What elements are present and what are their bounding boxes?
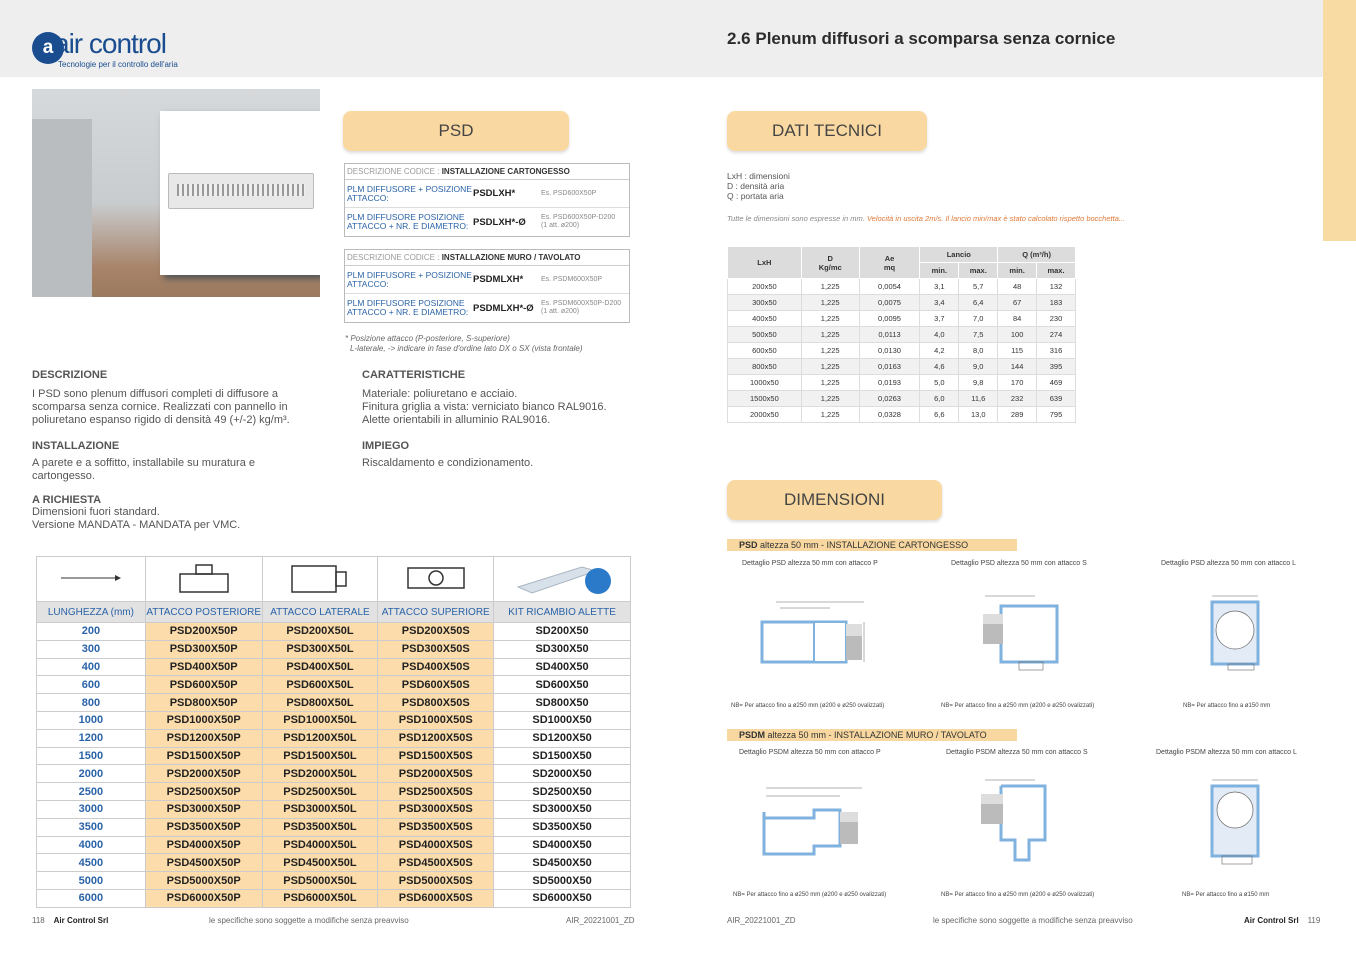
table-cell: PSD600X50S — [378, 676, 494, 694]
table-cell: 1500 — [37, 747, 146, 765]
tech-cell: 600x50 — [728, 343, 802, 359]
tech-cell: 0,0095 — [859, 311, 920, 327]
tech-cell: 2000x50 — [728, 407, 802, 423]
psdm-s-note: NB= Per attacco fino a ø250 mm (ø200 e ø250 ovalizzati) — [941, 892, 1095, 898]
table-cell: PSD200X50L — [262, 623, 378, 641]
table-cell: SD800X50 — [494, 694, 631, 712]
table-row — [37, 747, 631, 765]
table-cell: 2500 — [37, 783, 146, 801]
table-cell: SD1000X50 — [494, 711, 631, 729]
tech-row — [728, 295, 1076, 311]
table-cell: PSD3500X50L — [262, 818, 378, 836]
table-cell: PSD3000X50P — [145, 800, 262, 818]
table-cell: PSD400X50S — [378, 658, 494, 676]
footer-left: 118 Air Control Srl — [32, 916, 109, 925]
tech-cell: 3,4 — [920, 295, 959, 311]
table-cell: SD2500X50 — [494, 783, 631, 801]
table-cell: PSD1000X50S — [378, 711, 494, 729]
table-cell: PSD1200X50L — [262, 729, 378, 747]
table-cell: PSD400X50P — [145, 658, 262, 676]
tech-cell: 230 — [1037, 311, 1076, 327]
descrizione-block: DESCRIZIONE I PSD sono plenum diffusori completi di diffusore a scomparsa senza cornice. Realizzati con pannello in poliuretano espanso rigido di densità 49 (+/-2) kg/m³. — [32, 369, 290, 426]
table-cell: 3500 — [37, 818, 146, 836]
table-cell: 1200 — [37, 729, 146, 747]
tech-cell: 0,0054 — [859, 279, 920, 295]
length-arrow-icon — [37, 557, 146, 602]
table-cell: 4500 — [37, 854, 146, 872]
psd-p-label: Dettaglio PSD altezza 50 mm con attacco P — [742, 560, 878, 567]
tech-row — [728, 391, 1076, 407]
section-title: 2.6 Plenum diffusori a scomparsa senza cornice — [727, 29, 1116, 48]
dimensioni-title: DIMENSIONI — [727, 480, 942, 520]
tech-cell: 170 — [998, 375, 1037, 391]
table-cell: PSD2500X50S — [378, 783, 494, 801]
table-row — [37, 658, 631, 676]
table-cell: PSD4500X50P — [145, 854, 262, 872]
tech-table: LxH D Kg/mc Ae mq Lancio Q (m³/h) min. max. min. max. 200x50 1,225 0,0054 3,1 5,7 48 132 300x50 1,225 0,0075 3,4 6,4 67 183 400x50 1,225 0,0095 3,7 7,0 84 230 500x50 1,225 0,0113 4,0 7,5 100 274 600x50 1,225 0,0130 4,2 8,0 115 316 800x50 1,225 0,0163 4,6 9,0 144 395 1000x50 1,225 0,0193 5,0 9,8 170 469 1500x50 1,225 0,0263 6,0 11,6 232 639 2000x50 1,225 0,0328 6,6 13,0 289 795 — [727, 246, 1076, 423]
table-cell: SD1500X50 — [494, 747, 631, 765]
attacco-posteriore-icon — [145, 557, 262, 602]
table-cell: 400 — [37, 658, 146, 676]
table-cell: PSD1500X50L — [262, 747, 378, 765]
tech-cell: 200x50 — [728, 279, 802, 295]
table-cell: SD3500X50 — [494, 818, 631, 836]
tech-cell: 1000x50 — [728, 375, 802, 391]
col-superiore: ATTACCO SUPERIORE — [378, 602, 494, 623]
col-kit: KIT RICAMBIO ALETTE — [494, 602, 631, 623]
psd-l-note: NB= Per attacco fino a ø150 mm — [1183, 703, 1271, 709]
tech-cell: 1,225 — [801, 343, 859, 359]
table-cell: PSD1200X50P — [145, 729, 262, 747]
table-cell: PSD4000X50P — [145, 836, 262, 854]
table-cell: 800 — [37, 694, 146, 712]
tech-cell: 9,8 — [959, 375, 998, 391]
psd-p-note: NB= Per attacco fino a ø250 mm (ø200 e ø250 ovalizzati) — [731, 703, 885, 709]
footer-disclaimer-right: le specifiche sono soggette a modifiche senza preavviso — [933, 916, 1133, 925]
table-row — [37, 623, 631, 641]
table-cell: SD600X50 — [494, 676, 631, 694]
table-row — [37, 765, 631, 783]
psdm-l-drawing — [1198, 776, 1278, 886]
table-cell: PSD300X50P — [145, 640, 262, 658]
table-cell: PSD1000X50L — [262, 711, 378, 729]
table-cell: SD200X50 — [494, 623, 631, 641]
tech-cell: 0,0113 — [859, 327, 920, 343]
attacco-note: * Posizione attacco (P-posteriore, S-superiore) L-laterale, -> indicare in fase d'ordine lato DX o SX (vista frontale) — [345, 334, 583, 353]
tech-row — [728, 311, 1076, 327]
table-cell: PSD300X50S — [378, 640, 494, 658]
table-row — [37, 818, 631, 836]
table-cell: PSD6000X50L — [262, 889, 378, 907]
table-cell: PSD3500X50P — [145, 818, 262, 836]
logo-brand: air control — [54, 28, 166, 59]
table-cell: SD5000X50 — [494, 872, 631, 890]
table-cell: PSD400X50L — [262, 658, 378, 676]
table-row — [37, 640, 631, 658]
col-lunghezza: LUNGHEZZA (mm) — [37, 602, 146, 623]
psd-l-label: Dettaglio PSD altezza 50 mm con attacco L — [1161, 560, 1297, 567]
table-cell: 200 — [37, 623, 146, 641]
tech-row — [728, 375, 1076, 391]
tech-row — [728, 343, 1076, 359]
table-cell: PSD4000X50L — [262, 836, 378, 854]
richiesta-block: A RICHIESTA Dimensioni fuori standard. Versione MANDATA - MANDATA per VMC. — [32, 494, 241, 531]
code-row: PLM DIFFUSORE + POSIZIONE ATTACCO: PSDMLXH* Es. PSDM600X50P — [345, 266, 629, 294]
tech-cell: 48 — [998, 279, 1037, 295]
tech-cell: 9,0 — [959, 359, 998, 375]
tech-cell: 5,0 — [920, 375, 959, 391]
table-cell: PSD300X50L — [262, 640, 378, 658]
tech-cell: 400x50 — [728, 311, 802, 327]
tech-cell: 0,0075 — [859, 295, 920, 311]
psdm-p-note: NB= Per attacco fino a ø250 mm (ø200 e ø250 ovalizzati) — [733, 892, 887, 898]
kit-ricambio-icon — [494, 557, 631, 602]
col-posteriore: ATTACCO POSTERIORE — [145, 602, 262, 623]
table-cell: 600 — [37, 676, 146, 694]
tech-cell: 1,225 — [801, 391, 859, 407]
table-cell: 3000 — [37, 800, 146, 818]
tech-cell: 316 — [1037, 343, 1076, 359]
table-row — [37, 854, 631, 872]
code-row: PLM DIFFUSORE POSIZIONE ATTACCO + NR. E DIAMETRO: PSDMLXH*-Ø Es. PSDM600X50P-D200 (1 att. ø200) — [347, 298, 622, 317]
tech-cell: 100 — [998, 327, 1037, 343]
table-cell: PSD2500X50L — [262, 783, 378, 801]
tech-cell: 274 — [1037, 327, 1076, 343]
table-row — [37, 889, 631, 907]
side-tab — [1323, 0, 1356, 241]
product-table — [36, 556, 631, 908]
attacco-laterale-icon — [262, 557, 378, 602]
psdm-dimension-bar: PSDM altezza 50 mm - INSTALLAZIONE MURO / TAVOLATO — [727, 729, 1017, 741]
table-cell: PSD600X50P — [145, 676, 262, 694]
psd-l-drawing — [1198, 590, 1278, 685]
table-cell: PSD600X50L — [262, 676, 378, 694]
tech-cell: 4,6 — [920, 359, 959, 375]
table-cell: 300 — [37, 640, 146, 658]
tech-cell: 1,225 — [801, 311, 859, 327]
table-cell: PSD6000X50S — [378, 889, 494, 907]
table-cell: PSD1500X50S — [378, 747, 494, 765]
tech-cell: 183 — [1037, 295, 1076, 311]
table-row — [37, 783, 631, 801]
psdm-l-label: Dettaglio PSDM altezza 50 mm con attacco L — [1156, 749, 1297, 756]
tech-cell: 84 — [998, 311, 1037, 327]
tech-cell: 0,0328 — [859, 407, 920, 423]
table-cell: 2000 — [37, 765, 146, 783]
tech-cell: 3,1 — [920, 279, 959, 295]
tech-cell: 3,7 — [920, 311, 959, 327]
tech-cell: 115 — [998, 343, 1037, 359]
tech-cell: 232 — [998, 391, 1037, 407]
table-cell: 4000 — [37, 836, 146, 854]
tech-row — [728, 279, 1076, 295]
footer-code-right: AIR_20221001_ZD — [727, 916, 796, 925]
table-cell: PSD2000X50P — [145, 765, 262, 783]
table-cell: 1000 — [37, 711, 146, 729]
tech-cell: 289 — [998, 407, 1037, 423]
tech-cell: 639 — [1037, 391, 1076, 407]
table-cell: PSD800X50P — [145, 694, 262, 712]
footer-disclaimer-left: le specifiche sono soggette a modifiche senza preavviso — [209, 916, 409, 925]
psdm-s-drawing — [975, 776, 1065, 876]
footer-right: Air Control Srl 119 — [1244, 916, 1321, 925]
tech-cell: 300x50 — [728, 295, 802, 311]
tech-cell: 1,225 — [801, 295, 859, 311]
table-cell: PSD3000X50L — [262, 800, 378, 818]
tech-cell: 500x50 — [728, 327, 802, 343]
table-cell: PSD3000X50S — [378, 800, 494, 818]
table-cell: SD4000X50 — [494, 836, 631, 854]
tech-cell: 1,225 — [801, 407, 859, 423]
tech-cell: 6,4 — [959, 295, 998, 311]
table-cell: PSD2500X50P — [145, 783, 262, 801]
tech-cell: 0,0163 — [859, 359, 920, 375]
table-cell: 5000 — [37, 872, 146, 890]
tech-cell: 67 — [998, 295, 1037, 311]
table-cell: SD6000X50 — [494, 889, 631, 907]
tech-cell: 11,6 — [959, 391, 998, 407]
psd-s-drawing — [975, 590, 1075, 680]
tech-row — [728, 327, 1076, 343]
table-row — [37, 729, 631, 747]
installazione-block: INSTALLAZIONE A parete e a soffitto, installabile su muratura e cartongesso. — [32, 440, 255, 482]
psdm-s-label: Dettaglio PSDM altezza 50 mm con attacco S — [946, 749, 1088, 756]
product-photo — [32, 89, 320, 297]
dati-note: Tutte le dimensioni sono espresse in mm. Velocità in uscita 2m/s. Il lancio min/max è stato calcolato rispetto bocchetta... — [727, 214, 1126, 223]
tech-row — [728, 359, 1076, 375]
tech-cell: 0,0130 — [859, 343, 920, 359]
tech-cell: 7,0 — [959, 311, 998, 327]
tech-cell: 395 — [1037, 359, 1076, 375]
psd-p-drawing — [750, 592, 880, 672]
psdm-l-note: NB= Per attacco fino a ø150 mm — [1182, 892, 1270, 898]
table-cell: PSD1500X50P — [145, 747, 262, 765]
tech-cell: 144 — [998, 359, 1037, 375]
psdm-p-drawing — [740, 782, 890, 867]
tech-cell: 795 — [1037, 407, 1076, 423]
code-row: PLM DIFFUSORE + POSIZIONE ATTACCO: PSDLXH* Es. PSD600X50P — [345, 180, 629, 208]
tech-cell: 800x50 — [728, 359, 802, 375]
table-cell: SD1200X50 — [494, 729, 631, 747]
psd-dimension-bar: PSD altezza 50 mm - INSTALLAZIONE CARTONGESSO — [727, 539, 1017, 551]
footer-code-left: AIR_20221001_ZD — [566, 916, 635, 925]
tech-cell: 4,2 — [920, 343, 959, 359]
table-cell: 6000 — [37, 889, 146, 907]
logo-tagline: Tecnologie per il controllo dell'aria — [58, 60, 178, 69]
table-row — [37, 711, 631, 729]
diffuser-image — [168, 173, 314, 209]
tech-cell: 4,0 — [920, 327, 959, 343]
table-cell: PSD800X50L — [262, 694, 378, 712]
table-cell: PSD1000X50P — [145, 711, 262, 729]
table-cell: PSD200X50S — [378, 623, 494, 641]
table-cell: PSD2000X50L — [262, 765, 378, 783]
table-row — [37, 836, 631, 854]
psdm-p-label: Dettaglio PSDM altezza 50 mm con attacco P — [739, 749, 881, 756]
tech-cell: 5,7 — [959, 279, 998, 295]
tech-cell: 1,225 — [801, 359, 859, 375]
impiego-block: IMPIEGO Riscaldamento e condizionamento. — [362, 440, 534, 469]
table-cell: PSD200X50P — [145, 623, 262, 641]
code-box-muro: DESCRIZIONE CODICE : INSTALLAZIONE MURO / TAVOLATO PLM DIFFUSORE + POSIZIONE ATTACCO: PSDMLXH* Es. PSDM600X50P PLM DIFFUSORE POSIZIONE ATTACCO + NR. E DIAMETRO: PSDMLXH*-Ø Es. PSDM600X50P-D200 (1 att. ø200) — [344, 249, 630, 323]
tech-cell: 7,5 — [959, 327, 998, 343]
psd-s-label: Dettaglio PSD altezza 50 mm con attacco S — [951, 560, 1087, 567]
tech-cell: 13,0 — [959, 407, 998, 423]
psd-s-note: NB= Per attacco fino a ø250 mm (ø200 e ø250 ovalizzati) — [941, 703, 1095, 709]
table-cell: PSD4500X50L — [262, 854, 378, 872]
table-cell: SD2000X50 — [494, 765, 631, 783]
table-row — [37, 872, 631, 890]
col-laterale: ATTACCO LATERALE — [262, 602, 378, 623]
tech-cell: 132 — [1037, 279, 1076, 295]
tech-cell: 1,225 — [801, 375, 859, 391]
tech-cell: 1,225 — [801, 327, 859, 343]
code-row: PLM DIFFUSORE POSIZIONE ATTACCO + NR. E DIAMETRO: PSDLXH*-Ø Es. PSD600X50P-D200 (1 att. ø200) — [347, 212, 616, 231]
table-cell: SD400X50 — [494, 658, 631, 676]
dati-tecnici-title: DATI TECNICI — [727, 111, 927, 151]
table-cell: PSD3500X50S — [378, 818, 494, 836]
table-cell: SD3000X50 — [494, 800, 631, 818]
table-cell: PSD4000X50S — [378, 836, 494, 854]
header-band — [0, 0, 1356, 77]
table-cell: PSD2000X50S — [378, 765, 494, 783]
table-row — [37, 694, 631, 712]
table-cell: PSD800X50S — [378, 694, 494, 712]
tech-cell: 6,0 — [920, 391, 959, 407]
tech-cell: 0,0263 — [859, 391, 920, 407]
table-cell: PSD5000X50L — [262, 872, 378, 890]
table-row — [37, 800, 631, 818]
table-cell: SD300X50 — [494, 640, 631, 658]
tech-cell: 0,0193 — [859, 375, 920, 391]
table-cell: PSD1200X50S — [378, 729, 494, 747]
table-cell: PSD5000X50P — [145, 872, 262, 890]
table-cell: PSD6000X50P — [145, 889, 262, 907]
caratteristiche-block: CARATTERISTICHE Materiale: poliuretano e acciaio. Finitura griglia a vista: verniciato bianco RAL9016. Alette orientabili in alluminio RAL9016. — [362, 369, 607, 426]
tech-cell: 6,6 — [920, 407, 959, 423]
table-cell: PSD4500X50S — [378, 854, 494, 872]
tech-cell: 469 — [1037, 375, 1076, 391]
table-cell: PSD5000X50S — [378, 872, 494, 890]
logo-icon: a — [32, 32, 64, 64]
tech-cell: 1,225 — [801, 279, 859, 295]
table-row — [37, 676, 631, 694]
tech-cell: 1500x50 — [728, 391, 802, 407]
attacco-superiore-icon — [378, 557, 494, 602]
code-box-cartongesso: DESCRIZIONE CODICE : INSTALLAZIONE CARTONGESSO PLM DIFFUSORE + POSIZIONE ATTACCO: PSDLXH* Es. PSD600X50P PLM DIFFUSORE POSIZIONE ATTACCO + NR. E DIAMETRO: PSDLXH*-Ø Es. PSD600X50P-D200 (1 att. ø200) — [344, 163, 630, 237]
tech-cell: 8,0 — [959, 343, 998, 359]
psd-title: PSD — [343, 111, 569, 151]
table-cell: SD4500X50 — [494, 854, 631, 872]
dati-legend: LxH : dimensioni D : densità aria Q : portata aria — [727, 171, 790, 201]
tech-row — [728, 407, 1076, 423]
